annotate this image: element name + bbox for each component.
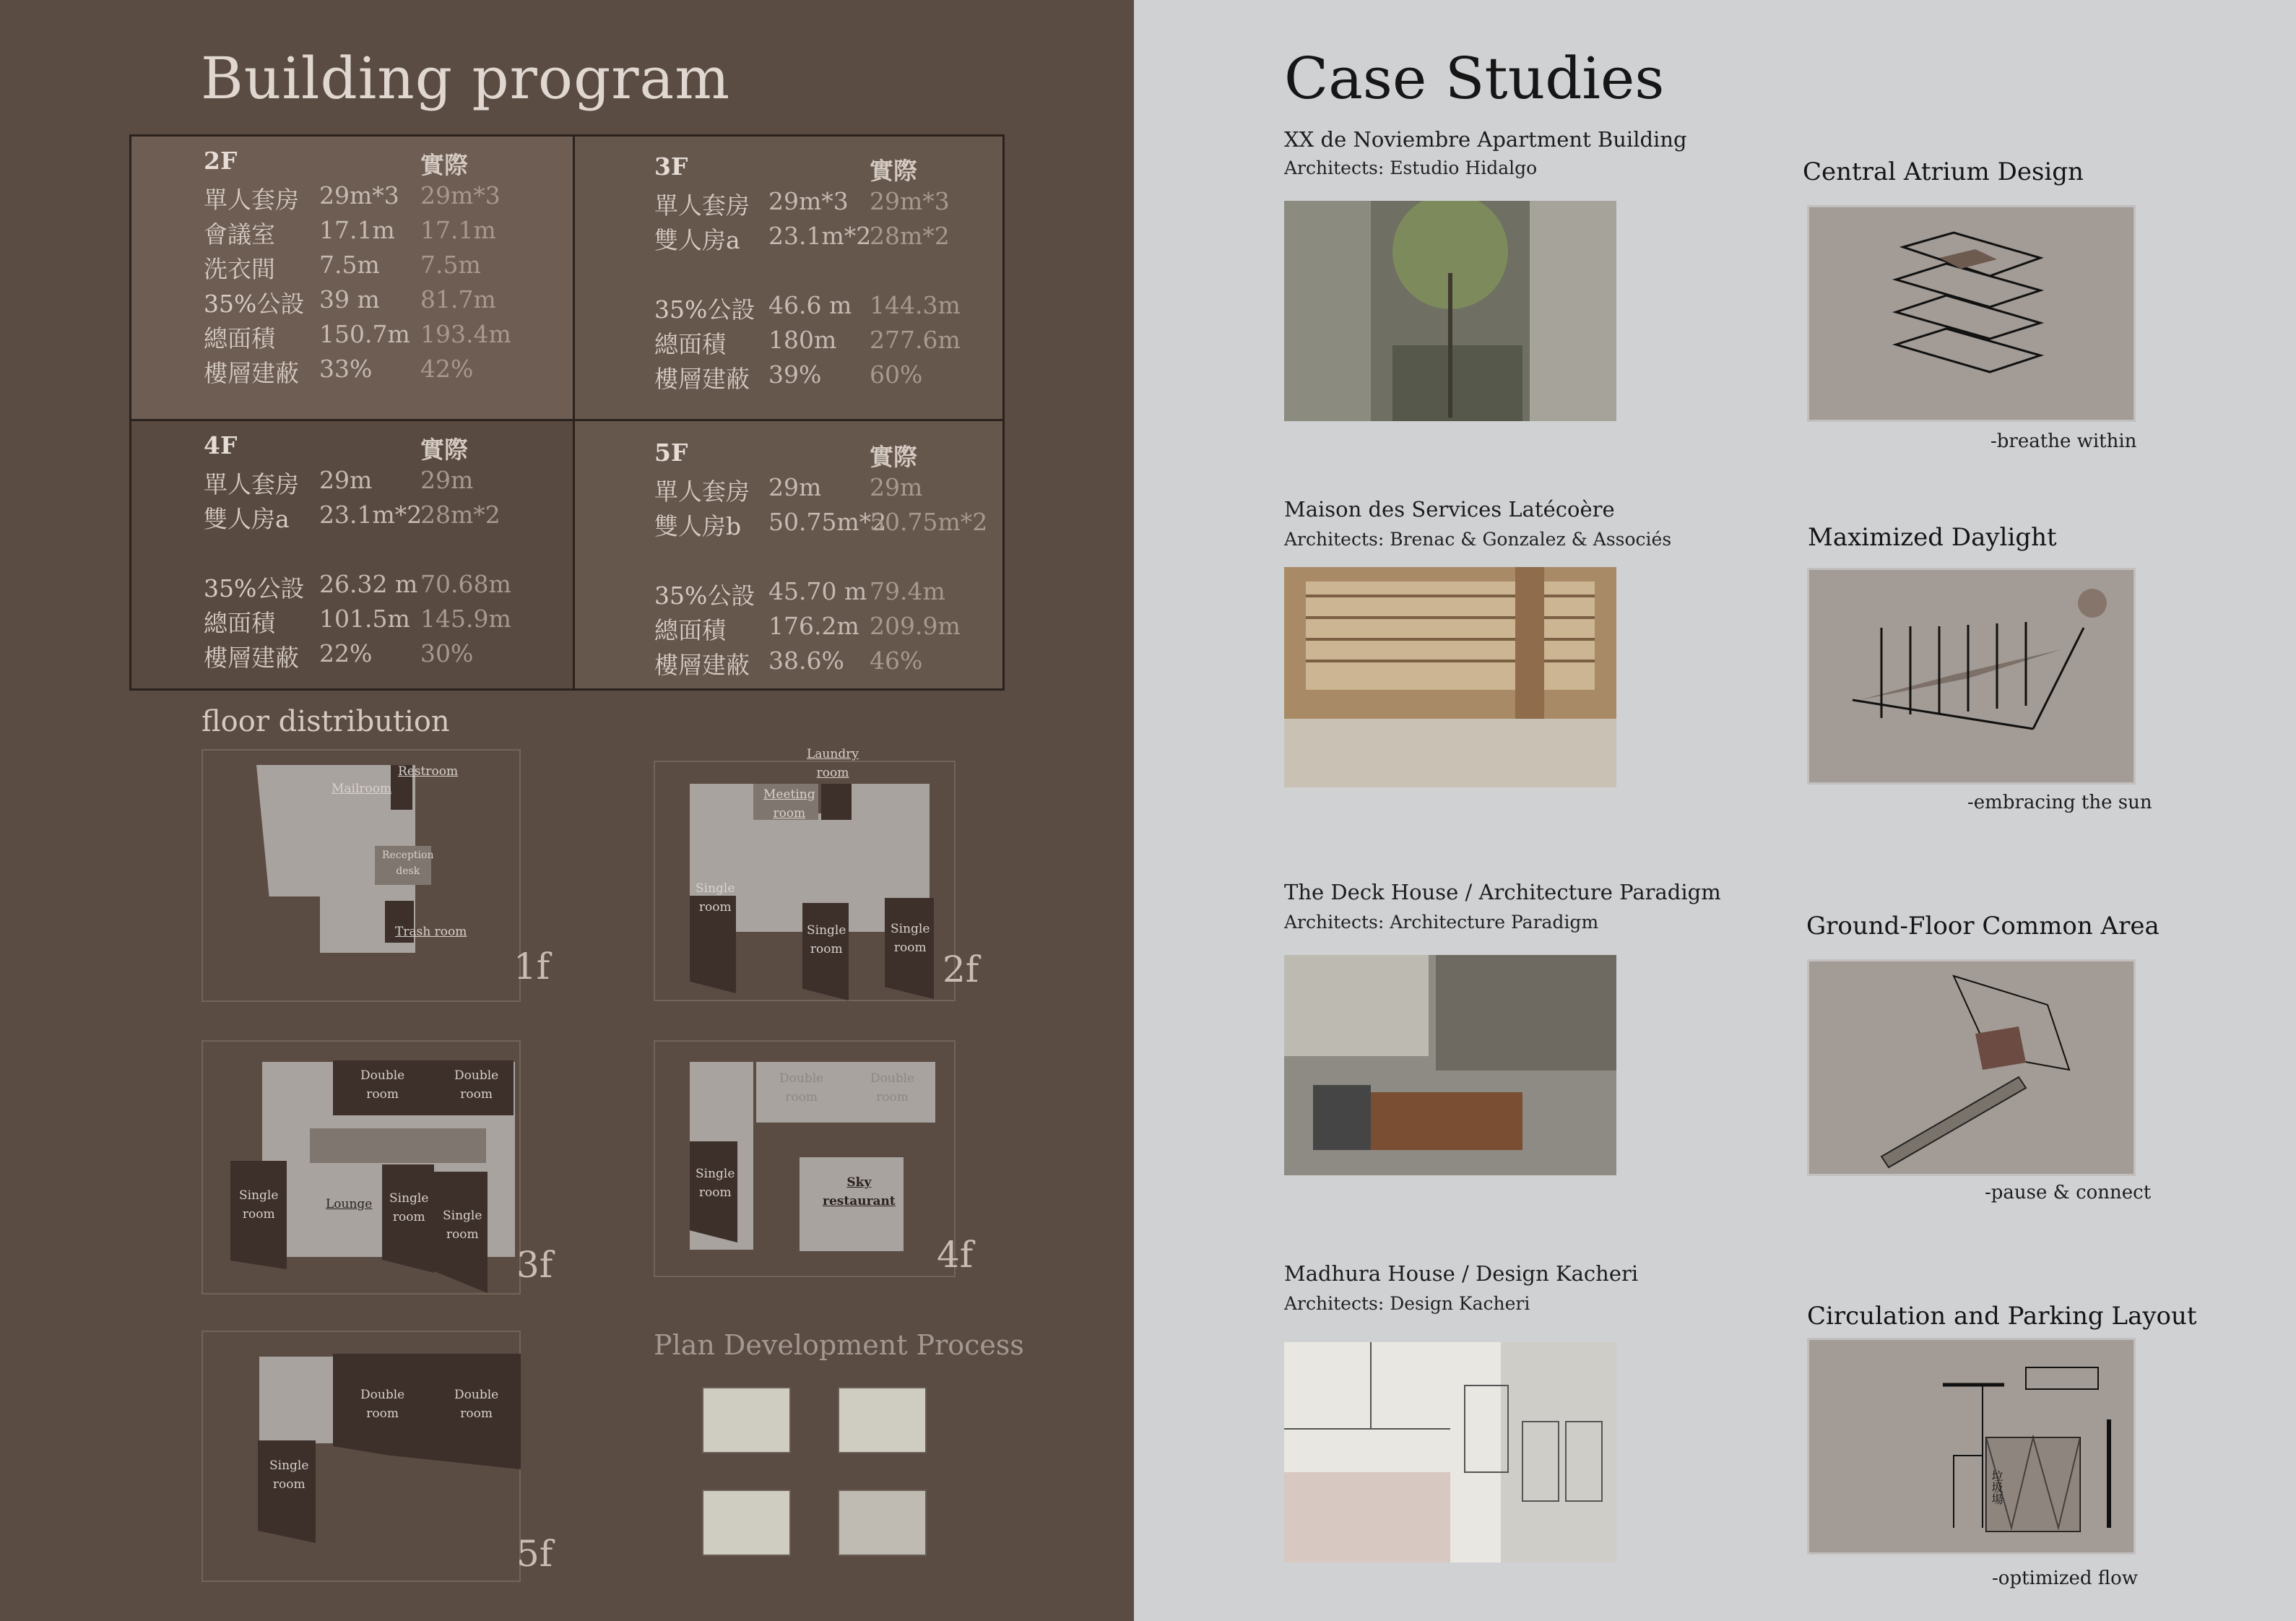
row-actual: 17.1m <box>420 216 496 244</box>
floor-label-3f: 3f <box>516 1244 553 1286</box>
building-program-title: Building program <box>201 45 731 112</box>
room-label-double: Double <box>779 1071 824 1086</box>
room-label-double: Double <box>360 1388 405 1402</box>
row-value: 29m*3 <box>768 187 849 215</box>
actual-heading: 實際 <box>420 436 468 464</box>
row-actual: 28m*2 <box>420 501 501 529</box>
room-label-meeting-room: room <box>773 806 806 821</box>
case-name: Maison des Services Latécoère <box>1284 497 1615 522</box>
laundry-block <box>821 784 852 820</box>
room-label-room: room <box>392 1210 425 1224</box>
actual-heading: 實際 <box>870 157 917 185</box>
row-actual: 60% <box>870 360 923 389</box>
row-value: 23.1m*2 <box>768 222 872 250</box>
floor-plan-drawing <box>1284 1342 1616 1562</box>
floor-heading: 2F <box>204 147 238 175</box>
floor-label-4f: 4f <box>937 1234 974 1276</box>
row-label: 單人套房 <box>204 186 299 214</box>
room-label-desk: desk <box>396 865 420 877</box>
case-name: The Deck House / Architecture Paradigm <box>1284 880 1721 904</box>
program-4f <box>131 421 575 688</box>
row-actual: 209.9m <box>870 612 961 640</box>
common-area-icon <box>1809 961 2133 1174</box>
row-actual: 29m*3 <box>870 187 950 215</box>
diagram-title: Central Atrium Design <box>1803 157 2084 186</box>
row-value: 46.6 m <box>768 291 852 319</box>
row-label: 雙人房a <box>654 226 740 254</box>
row-label: 單人套房 <box>654 477 750 506</box>
room-label-single: Single <box>239 1188 279 1203</box>
program-2f <box>131 137 575 421</box>
case-architects: Architects: Architecture Paradigm <box>1284 912 1599 933</box>
room-label-lounge: Lounge <box>326 1197 373 1211</box>
case-photo <box>1284 567 1616 787</box>
row-actual: 30% <box>420 639 474 667</box>
room-label-restroom: Restroom <box>398 764 459 779</box>
row-actual: 277.6m <box>870 326 961 354</box>
row-actual: 79.4m <box>870 577 945 605</box>
floor-label-1f: 1f <box>514 946 550 987</box>
room-label-double: Double <box>454 1388 499 1402</box>
row-label: 樓層建蔽 <box>204 644 299 672</box>
room-label-single: Single <box>389 1191 429 1206</box>
floor-label-5f: 5f <box>516 1533 553 1575</box>
row-label: 洗衣間 <box>204 255 275 283</box>
room-label-double: Double <box>360 1068 405 1083</box>
diagram-caption: -embracing the sun <box>1967 792 2152 813</box>
parking-trash-label: 垃圾場 <box>1990 1470 2003 1505</box>
case-architects: Architects: Brenac & Gonzalez & Associés <box>1284 529 1672 550</box>
room-label-room: room <box>785 1090 818 1105</box>
room-label-room: room <box>698 1185 732 1200</box>
row-value: 33% <box>319 355 373 383</box>
diagram-title: Circulation and Parking Layout <box>1807 1302 2197 1331</box>
room-label-double: Double <box>454 1068 499 1083</box>
plan-dev-thumb <box>702 1490 791 1556</box>
interior-photo <box>1284 567 1616 787</box>
room-label-room: room <box>460 1087 493 1102</box>
row-value: 29m <box>768 473 822 501</box>
row-label: 總面積 <box>204 324 275 353</box>
row-label: 35%公設 <box>654 295 755 324</box>
row-value: 26.32 m <box>319 570 418 598</box>
lounge-block <box>310 1128 486 1163</box>
row-actual: 29m <box>420 466 474 494</box>
row-label: 會議室 <box>204 220 275 248</box>
diagram-caption: -pause & connect <box>1985 1182 2152 1203</box>
diagram-title: Ground-Floor Common Area <box>1806 912 2159 941</box>
room-label-room: room <box>810 942 843 956</box>
parking-layout-icon <box>1809 1340 2133 1552</box>
room-label-single: Single <box>807 923 846 938</box>
row-actual: 42% <box>420 355 474 383</box>
case-architects: Architects: Design Kacheri <box>1284 1293 1530 1314</box>
floor-plan-4f <box>654 1040 974 1277</box>
case-studies-title: Case Studies <box>1284 45 1665 112</box>
room-label-mailroom: Mailroom <box>332 782 392 796</box>
room-label-meeting: Meeting <box>763 787 815 802</box>
row-actual: 29m <box>870 473 923 501</box>
diagram-caption: -breathe within <box>1990 431 2137 452</box>
row-value: 180m <box>768 326 837 354</box>
room-label-room: room <box>272 1477 306 1492</box>
row-label: 單人套房 <box>204 470 299 498</box>
row-value: 176.2m <box>768 612 859 640</box>
row-actual: 193.4m <box>420 320 511 348</box>
room-label-reception: Reception <box>382 850 434 861</box>
case-name: Madhura House / Design Kacheri <box>1284 1261 1639 1286</box>
room-label-single: Single <box>443 1209 482 1223</box>
row-actual: 50.75m*2 <box>870 508 988 536</box>
row-actual: 46% <box>870 647 923 675</box>
stacked-floors-icon <box>1809 207 2133 420</box>
row-actual: 145.9m <box>420 605 511 633</box>
row-actual: 7.5m <box>420 251 481 279</box>
floor-plan-2f <box>654 747 979 1001</box>
building-program-panel <box>0 0 1134 1621</box>
case-photo <box>1284 1342 1616 1562</box>
plan-dev-thumb <box>702 1387 791 1453</box>
program-table <box>129 134 1005 691</box>
room-label-room: room <box>242 1207 275 1222</box>
room-label-trash: Trash room <box>395 925 467 939</box>
row-value: 101.5m <box>319 605 410 633</box>
row-value: 29m*3 <box>319 181 399 209</box>
row-value: 7.5m <box>319 251 380 279</box>
row-label: 總面積 <box>654 616 726 644</box>
row-label: 樓層建蔽 <box>204 359 299 387</box>
living-room-photo <box>1284 955 1616 1175</box>
plan-development-heading: Plan Development Process <box>654 1329 1024 1361</box>
room-label-room: room <box>460 1406 493 1421</box>
circulation-diagram <box>1807 1338 2136 1555</box>
row-label: 樓層建蔽 <box>654 651 750 679</box>
room-label-single: Single <box>696 1167 735 1181</box>
floor-plan-3f <box>202 1040 553 1294</box>
room-label-room: room <box>876 1090 909 1105</box>
program-5f <box>575 421 1002 688</box>
daylight-icon <box>1809 570 2133 782</box>
floor-distribution-heading: floor distribution <box>202 705 450 738</box>
row-value: 45.70 m <box>768 577 867 605</box>
maximized-daylight-diagram <box>1807 568 2136 784</box>
row-label: 單人套房 <box>654 191 750 220</box>
room-label-laundry: Laundry <box>807 747 859 761</box>
row-label: 35%公設 <box>204 574 305 602</box>
row-value: 22% <box>319 639 373 667</box>
central-atrium-diagram <box>1807 205 2136 422</box>
row-label: 35%公設 <box>204 290 305 318</box>
row-value: 150.7m <box>319 320 410 348</box>
room-label-single: Single <box>696 881 735 896</box>
case-name: XX de Noviembre Apartment Building <box>1284 127 1687 152</box>
row-label: 雙人房a <box>204 505 290 533</box>
room-label-single: Single <box>269 1458 309 1473</box>
row-label: 樓層建蔽 <box>654 365 750 393</box>
floor-label-2f: 2f <box>943 948 979 990</box>
row-label: 35%公設 <box>654 582 755 610</box>
actual-heading: 實際 <box>870 443 917 471</box>
row-actual: 144.3m <box>870 291 961 319</box>
plan-dev-thumb <box>838 1490 927 1556</box>
floor-heading: 5F <box>654 438 688 467</box>
room-label-room: room <box>446 1227 479 1242</box>
floor-heading: 4F <box>204 431 238 459</box>
room-label-room: room <box>366 1087 399 1102</box>
room-label-room: room <box>698 900 732 915</box>
room-label-restaurant: restaurant <box>823 1194 896 1209</box>
row-actual: 70.68m <box>420 570 511 598</box>
actual-heading: 實際 <box>420 151 468 179</box>
row-value: 39 m <box>319 285 380 314</box>
row-value: 29m <box>319 466 373 494</box>
diagram-title: Maximized Daylight <box>1808 523 2057 552</box>
row-label: 總面積 <box>654 330 726 358</box>
room-label-laundry-room: room <box>816 766 849 780</box>
plan-dev-thumb <box>838 1387 927 1453</box>
common-area-diagram <box>1807 959 2136 1176</box>
room-label-double: Double <box>870 1071 915 1086</box>
diagram-caption: -optimized flow <box>1992 1568 2139 1589</box>
row-value: 23.1m*2 <box>319 501 423 529</box>
floor-heading: 3F <box>654 152 688 181</box>
row-value: 39% <box>768 360 822 389</box>
row-actual: 28m*2 <box>870 222 950 250</box>
floor-plan-5f <box>202 1331 553 1582</box>
case-photo <box>1284 201 1616 421</box>
row-label: 雙人房b <box>654 512 742 540</box>
row-actual: 29m*3 <box>420 181 501 209</box>
row-actual: 81.7m <box>420 285 496 314</box>
room-label-room: room <box>366 1406 399 1421</box>
row-value: 38.6% <box>768 647 844 675</box>
floor-plan-1f <box>202 749 550 1002</box>
atrium-photo <box>1284 201 1616 421</box>
room-label-single: Single <box>891 922 930 936</box>
row-value: 17.1m <box>319 216 395 244</box>
case-architects: Architects: Estudio Hidalgo <box>1284 157 1538 178</box>
row-value: 50.75m*2 <box>768 508 887 536</box>
row-label: 總面積 <box>204 609 275 637</box>
case-photo <box>1284 955 1616 1175</box>
program-3f <box>575 137 1002 421</box>
room-label-sky: Sky <box>846 1175 872 1190</box>
room-label-room: room <box>893 941 927 955</box>
